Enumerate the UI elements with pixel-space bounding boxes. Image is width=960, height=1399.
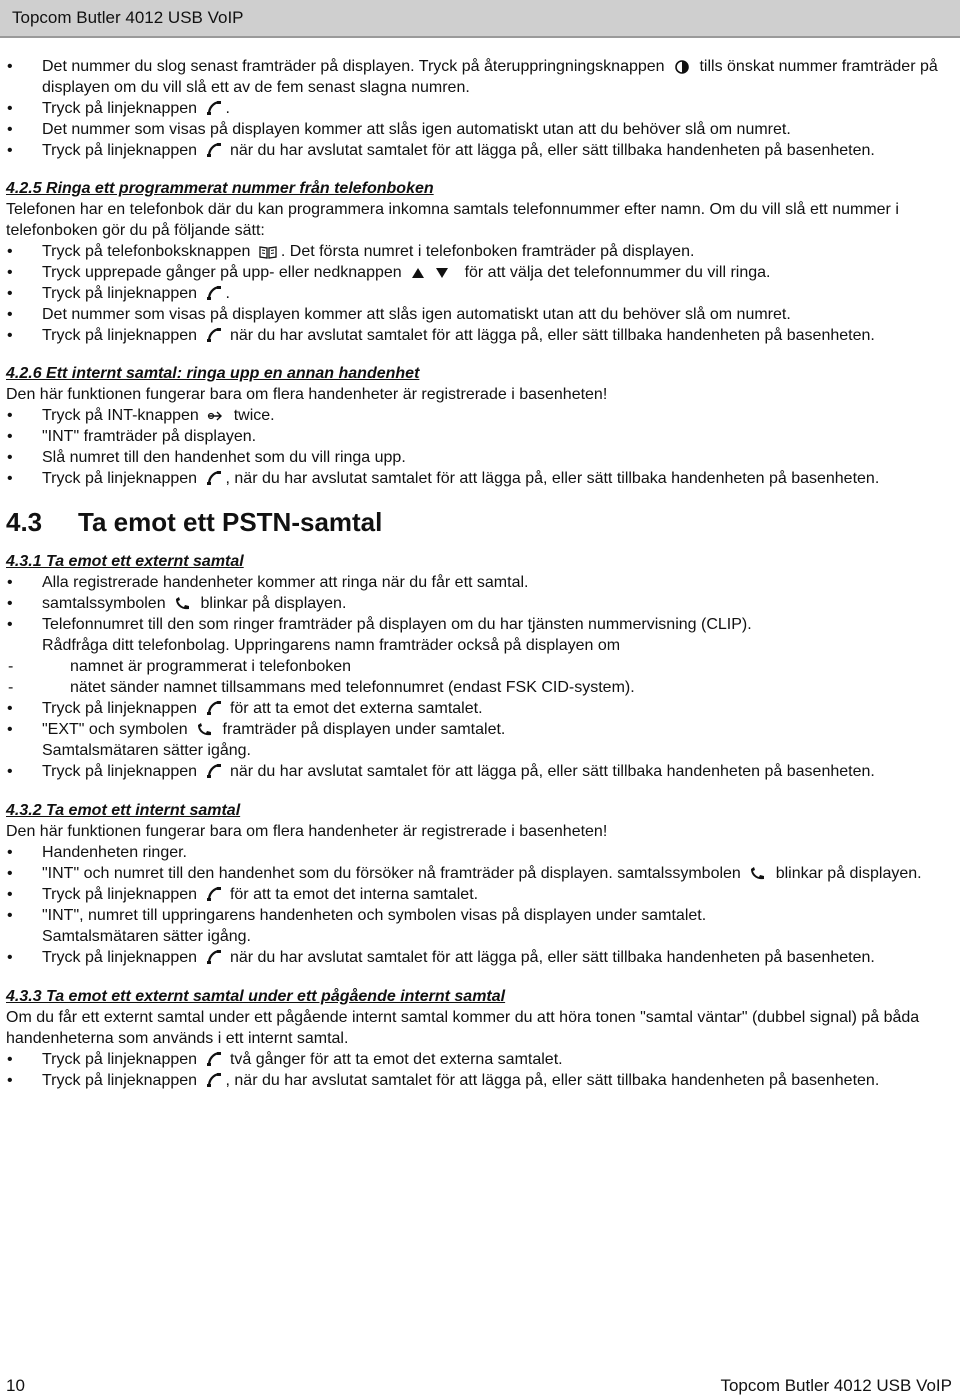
list-item: • Tryck på linjeknappen , när du har avslutat samtalet för att lägga på, eller sätt tillbaka handenheten på basenheten. — [6, 468, 950, 489]
list-item: • "INT" framträder på displayen. — [6, 426, 950, 447]
list-item: • Tryck på linjeknappen när du har avslutat samtalet för att lägga på, eller sätt tillbaka handenheten på basenheten. — [6, 947, 950, 968]
s431-list — [6, 572, 950, 782]
phone-line-icon — [206, 142, 222, 158]
phone-line-icon — [206, 1072, 222, 1088]
call-symbol-icon — [749, 867, 767, 881]
list-item: • "EXT" och symbolen framträder på displayen under samtalet. Samtalsmätaren sätter igång. — [6, 719, 950, 761]
section-title-4-3 — [6, 507, 950, 537]
list-item: • Tryck upprepade gånger på upp- eller nedknappen för att välja det telefonnummer du vill ringa. — [6, 262, 950, 283]
list-item: • Tryck på linjeknappen , när du har avslutat samtalet för att lägga på, eller sätt tillbaka handenheten på basenheten. — [6, 1070, 950, 1091]
phone-line-icon — [206, 700, 222, 716]
list-item: • Det nummer som visas på displayen kommer att slås igen automatiskt utan att du behöver slå om numret. — [6, 304, 950, 325]
s425-list — [6, 241, 950, 346]
list-item: • Tryck på linjeknappen . — [6, 283, 950, 304]
list-item: - namnet är programmerat i telefonboken — [6, 656, 950, 677]
list-item: • Alla registrerade handenheter kommer att ringa när du får ett samtal. — [6, 572, 950, 593]
section-heading-4-2-6: 4.2.6 Ett internt samtal: ringa upp en annan handenhet — [6, 365, 420, 382]
list-item: • Tryck på linjeknappen för att ta emot det externa samtalet. — [6, 698, 950, 719]
list-item: • Det nummer du slog senast framträder på displayen. Tryck på återuppringningsknappen tills önskat nummer framträder på displayen om du vill slå ett av de fem senast slagna numren. — [6, 56, 950, 98]
phone-line-icon — [206, 100, 222, 116]
list-item: • Slå numret till den handenhet som du vill ringa upp. — [6, 447, 950, 468]
s426-list — [6, 405, 950, 489]
list-item: • Handenheten ringer. — [6, 842, 950, 863]
paragraph: Den här funktionen fungerar bara om flera handenheter är registrerade i basenheten! — [6, 823, 608, 840]
page-number: 10 — [6, 1376, 25, 1395]
redial-icon — [673, 60, 691, 74]
list-item: • "INT" och numret till den handenhet som du försöker nå framträder på displayen. samtalssymbolen blinkar på displayen. — [6, 863, 950, 884]
phone-line-icon — [206, 285, 222, 301]
paragraph: Den här funktionen fungerar bara om flera handenheter är registrerade i basenheten! — [6, 386, 608, 403]
section-heading-4-3-3: 4.3.3 Ta emot ett externt samtal under ett pågående internt samtal — [6, 988, 506, 1005]
document-body — [6, 56, 950, 1091]
section-title-text: Ta emot ett PSTN-samtal — [78, 507, 383, 537]
call-symbol-icon — [196, 723, 214, 737]
list-item: • Tryck på telefonboksknappen . Det första numret i telefonboken framträder på displayen. — [6, 241, 950, 262]
section-number: 4.3 — [6, 507, 43, 537]
list-item: • Telefonnumret till den som ringer framträder på displayen om du har tjänsten nummervisning (CLIP). Rådfråga ditt telefonbolag. Uppringarens namn framträder också på displayen om — [6, 614, 950, 656]
section-heading-4-3-2: 4.3.2 Ta emot ett internt samtal — [6, 802, 241, 819]
list-item: • samtalssymbolen blinkar på displayen. — [6, 593, 950, 614]
list-item: • Tryck på linjeknappen för att ta emot det interna samtalet. — [6, 884, 950, 905]
phone-line-icon — [206, 470, 222, 486]
phone-line-icon — [206, 949, 222, 965]
header-title: Topcom Butler 4012 USB VoIP — [12, 8, 244, 27]
phone-line-icon — [206, 327, 222, 343]
s433-list — [6, 1049, 950, 1091]
list-item: • Tryck på linjeknappen när du har avslutat samtalet för att lägga på, eller sätt tillbaka handenheten på basenheten. — [6, 761, 950, 782]
paragraph: Om du får ett externt samtal under ett pågående internt samtal kommer du att höra tonen "samtal väntar" (dubbel signal) på båda handenheterna som används i ett internt samtal. — [6, 1009, 920, 1047]
intro-list — [6, 56, 950, 161]
header-bar — [0, 0, 960, 38]
list-item: • Tryck på linjeknappen två gånger för att ta emot det externa samtalet. — [6, 1049, 950, 1070]
section-heading-4-2-5: 4.2.5 Ringa ett programmerat nummer från telefonboken — [6, 180, 434, 197]
list-item: - nätet sänder namnet tillsammans med telefonnumret (endast FSK CID-system). — [6, 677, 950, 698]
s432-list — [6, 842, 950, 968]
list-item: • Tryck på linjeknappen när du har avslutat samtalet för att lägga på, eller sätt tillbaka handenheten på basenheten. — [6, 325, 950, 346]
up-down-arrows-icon — [410, 266, 456, 280]
list-item: • Tryck på linjeknappen när du har avslutat samtalet för att lägga på, eller sätt tillbaka handenheten på basenheten. — [6, 140, 950, 161]
phone-line-icon — [206, 1051, 222, 1067]
paragraph: Telefonen har en telefonbok där du kan programmera inkomna samtals telefonnummer efter namn. Om du vill slå ett nummer i telefonboken gör du på följande sätt: — [6, 201, 899, 239]
list-item: • Det nummer som visas på displayen kommer att slås igen automatiskt utan att du behöver slå om numret. — [6, 119, 950, 140]
phone-line-icon — [206, 763, 222, 779]
phone-line-icon — [206, 886, 222, 902]
call-symbol-icon — [174, 597, 192, 611]
phonebook-icon — [259, 245, 277, 259]
footer-title: Topcom Butler 4012 USB VoIP — [720, 1376, 952, 1395]
section-heading-4-3-1: 4.3.1 Ta emot ett externt samtal — [6, 553, 244, 570]
int-key-icon — [207, 409, 225, 423]
list-item: • "INT", numret till uppringarens handenheten och symbolen visas på displayen under samtalet. Samtalsmätaren sätter igång. — [6, 905, 950, 947]
list-item: • Tryck på linjeknappen . — [6, 98, 950, 119]
list-item: • Tryck på INT-knappen twice. — [6, 405, 950, 426]
